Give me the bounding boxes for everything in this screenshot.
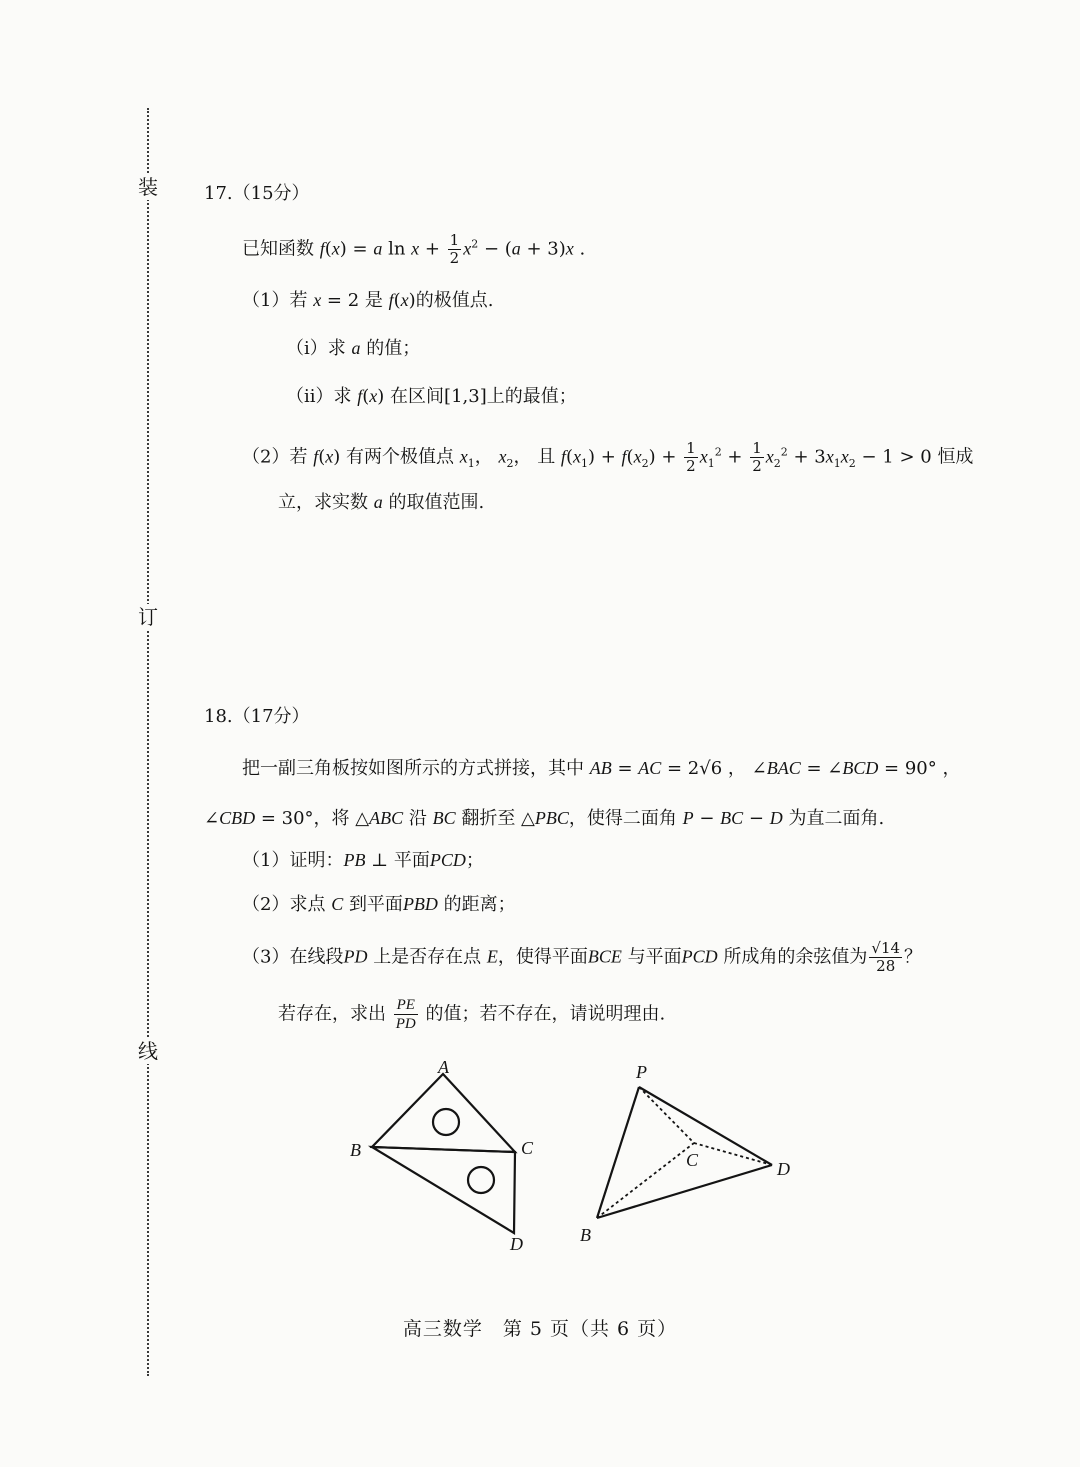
q17-sub-i: （i）求 a 的值；	[286, 338, 421, 359]
fraction-pe-over-pd: $\frac{PE}{PD}$	[395, 997, 416, 1032]
page-footer: 高三数学 第 5 页（共 6 页）	[402, 1318, 678, 1340]
q17-sub-ii: （ii）求 f(x) 在区间[1,3]上的最值；	[286, 386, 577, 407]
label-d-left: D	[510, 1234, 523, 1254]
q17-part1: （1）若 x = 2 是 f(x)的极值点.	[242, 290, 494, 311]
binding-mark-ding: 订	[138, 605, 158, 629]
fraction-sqrt14-over-28: $\frac{√14}{28}$	[871, 939, 901, 975]
label-b-right: B	[580, 1225, 591, 1245]
label-d-right: D	[777, 1159, 790, 1179]
binding-dotted-line	[147, 108, 149, 1376]
board-hole-bottom	[468, 1167, 494, 1193]
triangle-bcd	[372, 1147, 515, 1233]
q18-intro-line1: 把一副三角板按如图所示的方式拼接，其中 AB = AC = 2√6 ， ∠BAC = ∠BCD = 90° ，	[242, 758, 961, 779]
binding-mark-xian: 线	[138, 1039, 158, 1063]
label-c-left: C	[521, 1138, 534, 1158]
fraction-half: $\frac{1}{2}$	[449, 231, 460, 267]
q17-header: 17.（15分）	[204, 183, 310, 204]
q18-part2: （2）求点 C 到平面PBD 的距离；	[242, 894, 516, 915]
label-a: A	[438, 1057, 449, 1077]
q17-intro: 已知函数 f(x) = a ln x + $\frac{1}{2}$ $x^2 - (a + 3)x$ .	[242, 231, 586, 267]
q18-part1: （1）证明：PB ⊥ 平面PCD；	[242, 850, 484, 871]
label-p: P	[636, 1062, 647, 1082]
figure-tetrahedron	[570, 1058, 810, 1248]
q17-part2: （2）若 f(x) 有两个极值点 $x_1$， $x_2$， 且 $f(x_1) + f(x_2)$ + $\frac{1}{2}$ $x_1^2$ + $\frac{1}{2}$ $x_2^2 + 3x_1x_2 - 1 > 0$ 恒成	[242, 439, 974, 475]
q18-intro-line2: ∠CBD = 30°，将 △ABC 沿 BC 翻折至 △PBC，使得二面角 P − BC − D 为直二面角.	[204, 808, 885, 829]
q17-part2-line2: 立，求实数 a 的取值范围.	[278, 492, 485, 513]
figure-triangle-boards	[340, 1050, 550, 1260]
label-c-right: C	[686, 1150, 699, 1170]
q18-header: 18.（17分）	[204, 706, 310, 727]
board-hole-top	[433, 1109, 459, 1135]
triangle-abc	[372, 1074, 515, 1152]
label-b-left: B	[350, 1140, 361, 1160]
binding-mark-zhuang: 装	[138, 175, 158, 199]
q18-part3-line2: 若存在，求出 $\frac{PE}{PD}$ 的值；若不存在，请说明理由.	[278, 997, 666, 1032]
q18-part3: （3）在线段PD 上是否存在点 E，使得平面BCE 与平面PCD 所成角的余弦值为 $\frac{√14}{28}$ ？	[242, 939, 923, 975]
